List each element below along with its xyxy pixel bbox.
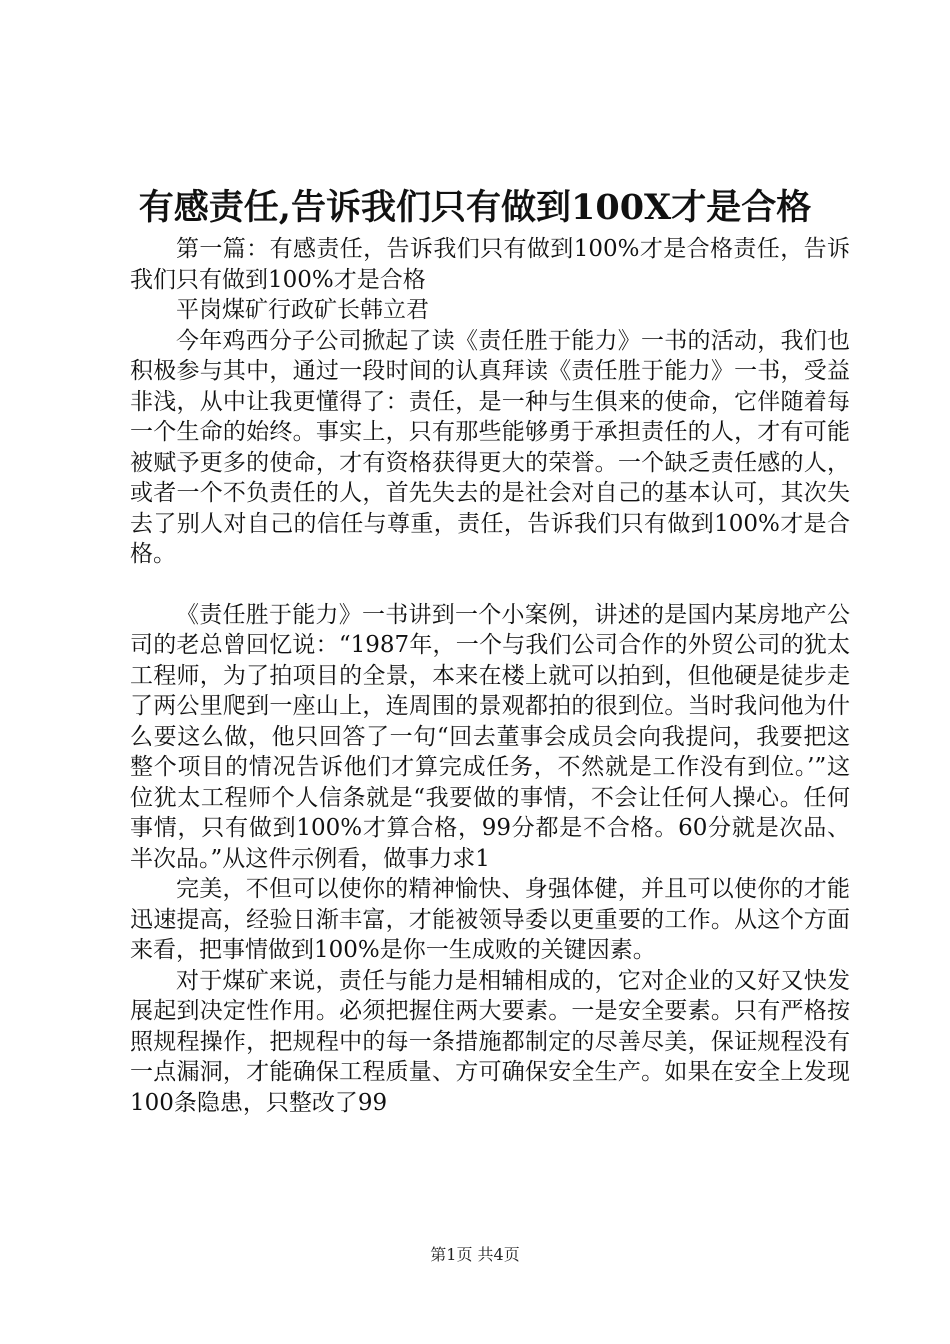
paragraph-intro: 第一篇：有感责任，告诉我们只有做到100%才是合格责任，告诉我们只有做到100%才是合格 bbox=[130, 236, 850, 293]
paragraph-case-study: 《责任胜于能力》一书讲到一个小案例，讲述的是国内某房地产公司的老总曾回忆说：“1987年，一个与我们公司合作的外贸公司的犹太工程师，为了拍项目的全景，本来在楼上就可以拍到，但他硬是徒步走了两公里爬到一座山上，连周围的景观都拍的很到位。当时我问他为什么要这么做，他只回答了一句“回去董事会成员会向我提问，我要把这整个项目的情况告诉他们才算完成任务，不然就是工作没有到位。’”这位犹太工程师个人信条就是“我要做的事情，不会让任何人操心。任何事情，只有做到100%才算合格，99分都是不合格。60分就是次品、半次品。”从这件示例看，做事力求1 bbox=[130, 601, 850, 872]
document-title: 有感责任,告诉我们只有做到100X才是合格 bbox=[138, 187, 812, 228]
paragraph-coal-mine: 对于煤矿来说，责任与能力是相辅相成的，它对企业的又好又快发展起到决定性作用。必须把握住两大要素。一是安全要素。只有严格按照规程操作，把规程中的每一条措施都制定的尽善尽美，保证规程没有一点漏洞，才能确保工程质量、方可确保安全生产。如果在安全上发现100条隐患，只整改了99 bbox=[130, 967, 850, 1116]
document-body bbox=[130, 234, 850, 1118]
paragraph-activity: 今年鸡西分子公司掀起了读《责任胜于能力》一书的活动，我们也积极参与其中，通过一段时间的认真拜读《责任胜于能力》一书，受益非浅，从中让我更懂得了：责任，是一种与生俱来的使命，它伴随着每一个生命的始终。事实上，只有那些能够勇于承担责任的人，才有可能被赋予更多的使命，才有资格获得更大的荣誉。一个缺乏责任感的人，或者一个不负责任的人，首先失去的是社会对自己的基本认可，其次失去了别人对自己的信任与尊重，责任，告诉我们只有做到100%才是合格。 bbox=[130, 327, 850, 567]
paragraph-perfection: 完美，不但可以使你的精神愉快、身强体健，并且可以使你的才能迅速提高，经验日渐丰富，才能被领导委以更重要的工作。从这个方面来看，把事情做到100%是你一生成败的关键因素。 bbox=[130, 876, 850, 963]
page-number-footer: 第1页 共4页 bbox=[430, 1245, 520, 1264]
paragraph-author: 平岗煤矿行政矿长韩立君 bbox=[176, 297, 429, 323]
